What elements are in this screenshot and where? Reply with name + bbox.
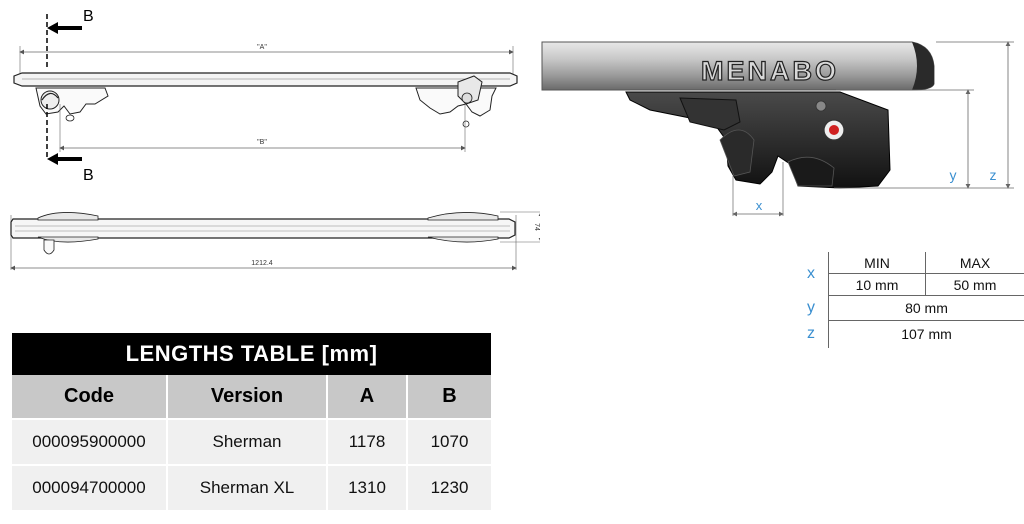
xyz-min-header: MIN — [829, 252, 926, 274]
section-b-top-label: B — [83, 8, 94, 25]
cell-code: 000095900000 — [12, 419, 167, 465]
xyz-z-label: z — [807, 325, 815, 342]
xyz-x-min: 10 mm — [829, 274, 926, 296]
lengths-table-title: LENGTHS TABLE [mm] — [12, 333, 491, 375]
lengths-table — [12, 333, 491, 510]
xyz-x-max: 50 mm — [926, 274, 1024, 296]
xyz-dimensions-table — [794, 252, 1024, 348]
dim-x-label: x — [755, 198, 763, 213]
cell-version: Sherman XL — [167, 465, 327, 510]
roof-bar-foot — [626, 92, 890, 188]
dim-overall-label: 1212.4 — [251, 260, 273, 267]
xyz-y-label: y — [807, 299, 815, 316]
cell-b: 1070 — [407, 419, 491, 465]
cell-b: 1230 — [407, 465, 491, 510]
table-row — [12, 465, 491, 510]
section-b-bottom-label: B — [83, 167, 94, 184]
header-a: A — [327, 375, 407, 419]
side-view-bar — [14, 73, 517, 127]
header-b: B — [407, 375, 491, 419]
xyz-z-value: 107 mm — [829, 321, 1024, 348]
section-b-top-marker — [47, 14, 82, 70]
dim-z-label: z — [989, 167, 997, 183]
technical-drawing — [0, 0, 540, 290]
cell-a: 1310 — [327, 465, 407, 510]
cell-a: 1178 — [327, 419, 407, 465]
product-image — [540, 0, 1024, 230]
xyz-y-value: 80 mm — [829, 296, 1024, 321]
header-code: Code — [12, 375, 167, 419]
xyz-max-header: MAX — [926, 252, 1024, 274]
table-row — [12, 419, 491, 465]
header-version: Version — [167, 375, 327, 419]
cell-code: 000094700000 — [12, 465, 167, 510]
dim-b-label: "B" — [257, 139, 267, 146]
dim-y-label: y — [949, 167, 957, 183]
brand-logo: MENABO — [701, 56, 839, 86]
dim-height-label: 74 — [533, 223, 540, 231]
cell-version: Sherman — [167, 419, 327, 465]
xyz-x-label: x — [807, 264, 815, 282]
dim-a-label: "A" — [257, 44, 267, 51]
